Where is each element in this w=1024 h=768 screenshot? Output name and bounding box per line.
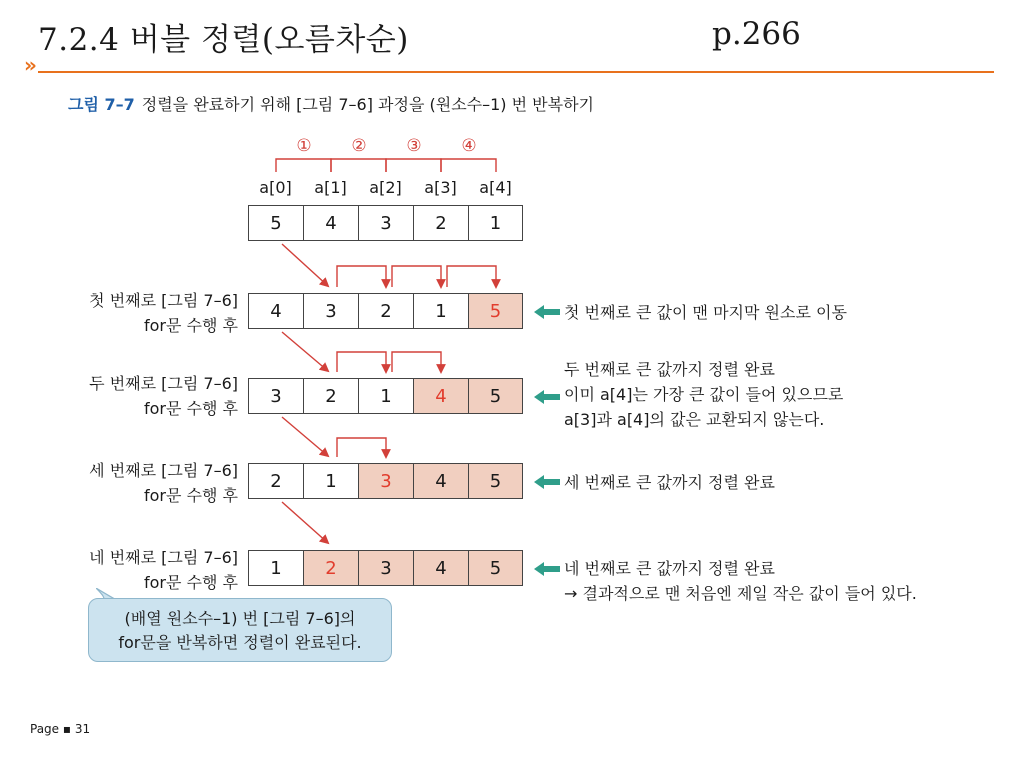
sorted-cell: 4 [413,378,468,414]
sorted-cell: 4 [413,463,468,499]
comparison-marker: ④ [461,136,477,156]
pass-label-line: for문 수행 후 [144,399,238,418]
array-cell: 1 [358,378,413,414]
sorted-cell: 5 [468,463,523,499]
pass-note-line: 세 번째로 큰 값까지 정렬 완료 [564,473,775,492]
index-label: a[4] [479,178,512,197]
pass-label-line: 네 번째로 [그림 7–6] [89,548,238,567]
array-cell: 3 [248,378,303,414]
slide-title: 7.2.4 버블 정렬(오름차순) [38,22,409,58]
index-label: a[3] [424,178,457,197]
double-chevron-icon: » [24,53,37,77]
figure-caption-text: 정렬을 완료하기 위해 [그림 7–6] 과정을 (원소수–1) 번 반복하기 [141,95,594,114]
array-cell: 2 [248,463,303,499]
page-number: Page ▪ 31 [30,722,91,736]
sorted-cell: 2 [303,550,358,586]
sorted-cell: 5 [468,550,523,586]
sorted-cell: 3 [358,550,413,586]
bubble-line: for문을 반복하면 정렬이 완료된다. [118,633,362,652]
index-label: a[1] [314,178,347,197]
figure-number: 그림 7–7 [68,95,135,114]
comparison-marker: ② [351,136,367,156]
pass-note-line: 두 번째로 큰 값까지 정렬 완료 [564,360,775,379]
sorted-cell: 3 [358,463,413,499]
comparison-marker: ① [296,136,312,156]
summary-bubble [88,598,392,662]
pass-label-line: 첫 번째로 [그림 7–6] [89,291,238,310]
array-cell: 4 [248,293,303,329]
sorted-cell: 5 [468,378,523,414]
array-cell: 1 [303,463,358,499]
array-cell: 2 [413,205,468,241]
array-cell: 2 [303,378,358,414]
array-cell: 3 [358,205,413,241]
index-label: a[0] [259,178,292,197]
sorted-cell: 5 [468,293,523,329]
pass-label-line: 두 번째로 [그림 7–6] [89,374,238,393]
index-label: a[2] [369,178,402,197]
array-cell: 4 [303,205,358,241]
array-cell: 1 [468,205,523,241]
array-cell: 5 [248,205,303,241]
comparison-marker: ③ [406,136,422,156]
pass-label-line: for문 수행 후 [144,316,238,335]
array-cell: 3 [303,293,358,329]
pass-note-line: 첫 번째로 큰 값이 맨 마지막 원소로 이동 [564,303,847,322]
array-cell: 1 [413,293,468,329]
bubble-line: (배열 원소수–1) 번 [그림 7–6]의 [124,609,356,628]
pass-label-line: 세 번째로 [그림 7–6] [89,461,238,480]
pass-label-line: for문 수행 후 [144,486,238,505]
array-cell: 2 [358,293,413,329]
page-reference: p.266 [712,16,801,52]
array-cell: 1 [248,550,303,586]
pass-note-line: → 결과적으로 맨 처음엔 제일 작은 값이 들어 있다. [564,584,917,603]
pass-label-line: for문 수행 후 [144,573,238,592]
pass-note-line: a[3]과 a[4]의 값은 교환되지 않는다. [564,410,825,429]
pass-note-line: 이미 a[4]는 가장 큰 값이 들어 있으므로 [564,385,844,404]
sorted-cell: 4 [413,550,468,586]
pass-note-line: 네 번째로 큰 값까지 정렬 완료 [564,559,775,578]
